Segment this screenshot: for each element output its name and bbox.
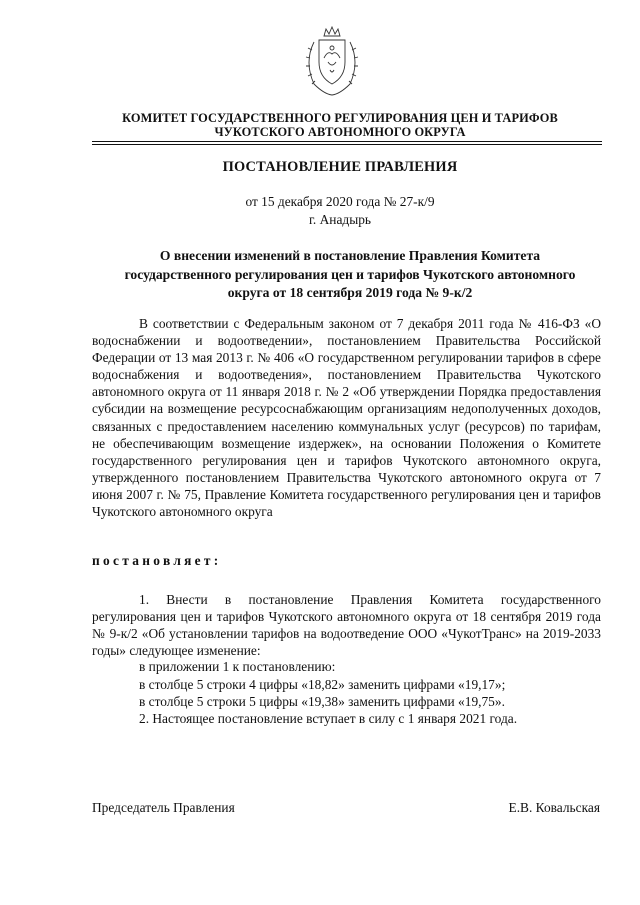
- signatory-name: Е.В. Ковальская: [508, 800, 600, 815]
- header-divider-thick: [92, 141, 602, 142]
- item-1-sub-2: в столбце 5 строки 4 цифры «18,82» заменить цифрами «19,17»;: [139, 677, 506, 692]
- document-subject: [80, 247, 620, 303]
- item-2-paragraph: 2. Настоящее постановление вступает в силу с 1 января 2021 года.: [139, 711, 518, 726]
- subject-line: округа от 18 сентября 2019 года № 9-к/2: [227, 285, 473, 300]
- document-title: ПОСТАНОВЛЕНИЕ ПРАВЛЕНИЯ: [222, 159, 458, 175]
- signatory-position: Председатель Правления: [92, 800, 235, 815]
- subject-line: О внесении изменений в постановление Правления Комитета: [159, 248, 541, 263]
- item-1-paragraph: 1. Внести в постановление Правления Комитета государственного регулирования цен и тарифов Чукотского автономного округа от 18 сентября 2019 года № 9-к/2 «Об установлении тарифов на водоотведение ООО «ЧукотТранс» на 2019-2033 годы» следующее изменение:: [92, 592, 601, 659]
- preamble-paragraph: В соответствии с Федеральным законом от 7 декабря 2011 года № 416-ФЗ «О водоснабжении и водоотведении», постановлением Правительства Российской Федерации от 13 мая 2013 г. № 406 «О государственном регулировании тарифов в сфере водоснабжения и водоотведения», постановлением Правительства Чукотского автономного округа от 11 января 2018 г. № 2 «Об утверждении Порядка предоставления субсидии на возмещение ресурсоснабжающим организациям недополученных доходов, связанных с предоставлением населению коммунальных услуг (ресурсов) по тарифам, не обеспечивающим возмещение издержек», на основании Положения о Комитете государственного регулирования цен и тарифов Чукотского автономного округа, утвержденного постановлением Правительства Чукотского автономного округа от 7 июня 2007 г. № 75, Правление Комитета государственного регулирования цен и тарифов Чукотского автономного округа: [92, 316, 601, 520]
- organization-name-line-1: КОМИТЕТ ГОСУДАРСТВЕННОГО РЕГУЛИРОВАНИЯ ЦЕН И ТАРИФОВ: [122, 111, 558, 125]
- subject-line: государственного регулирования цен и тарифов Чукотского автономного: [124, 266, 576, 282]
- decree-word: постановляет:: [92, 553, 222, 568]
- document-date-number: от 15 декабря 2020 года № 27-к/9: [245, 194, 435, 209]
- organization-name-line-2: ЧУКОТСКОГО АВТОНОМНОГО ОКРУГА: [214, 125, 466, 139]
- header-divider-thin: [92, 144, 602, 145]
- document-place: г. Анадырь: [308, 212, 372, 227]
- item-1-sub-1: в приложении 1 к постановлению:: [139, 659, 336, 674]
- coat-of-arms-emblem: [300, 24, 364, 98]
- item-1-sub-3: в столбце 5 строки 5 цифры «19,38» заменить цифрами «19,75».: [139, 694, 505, 709]
